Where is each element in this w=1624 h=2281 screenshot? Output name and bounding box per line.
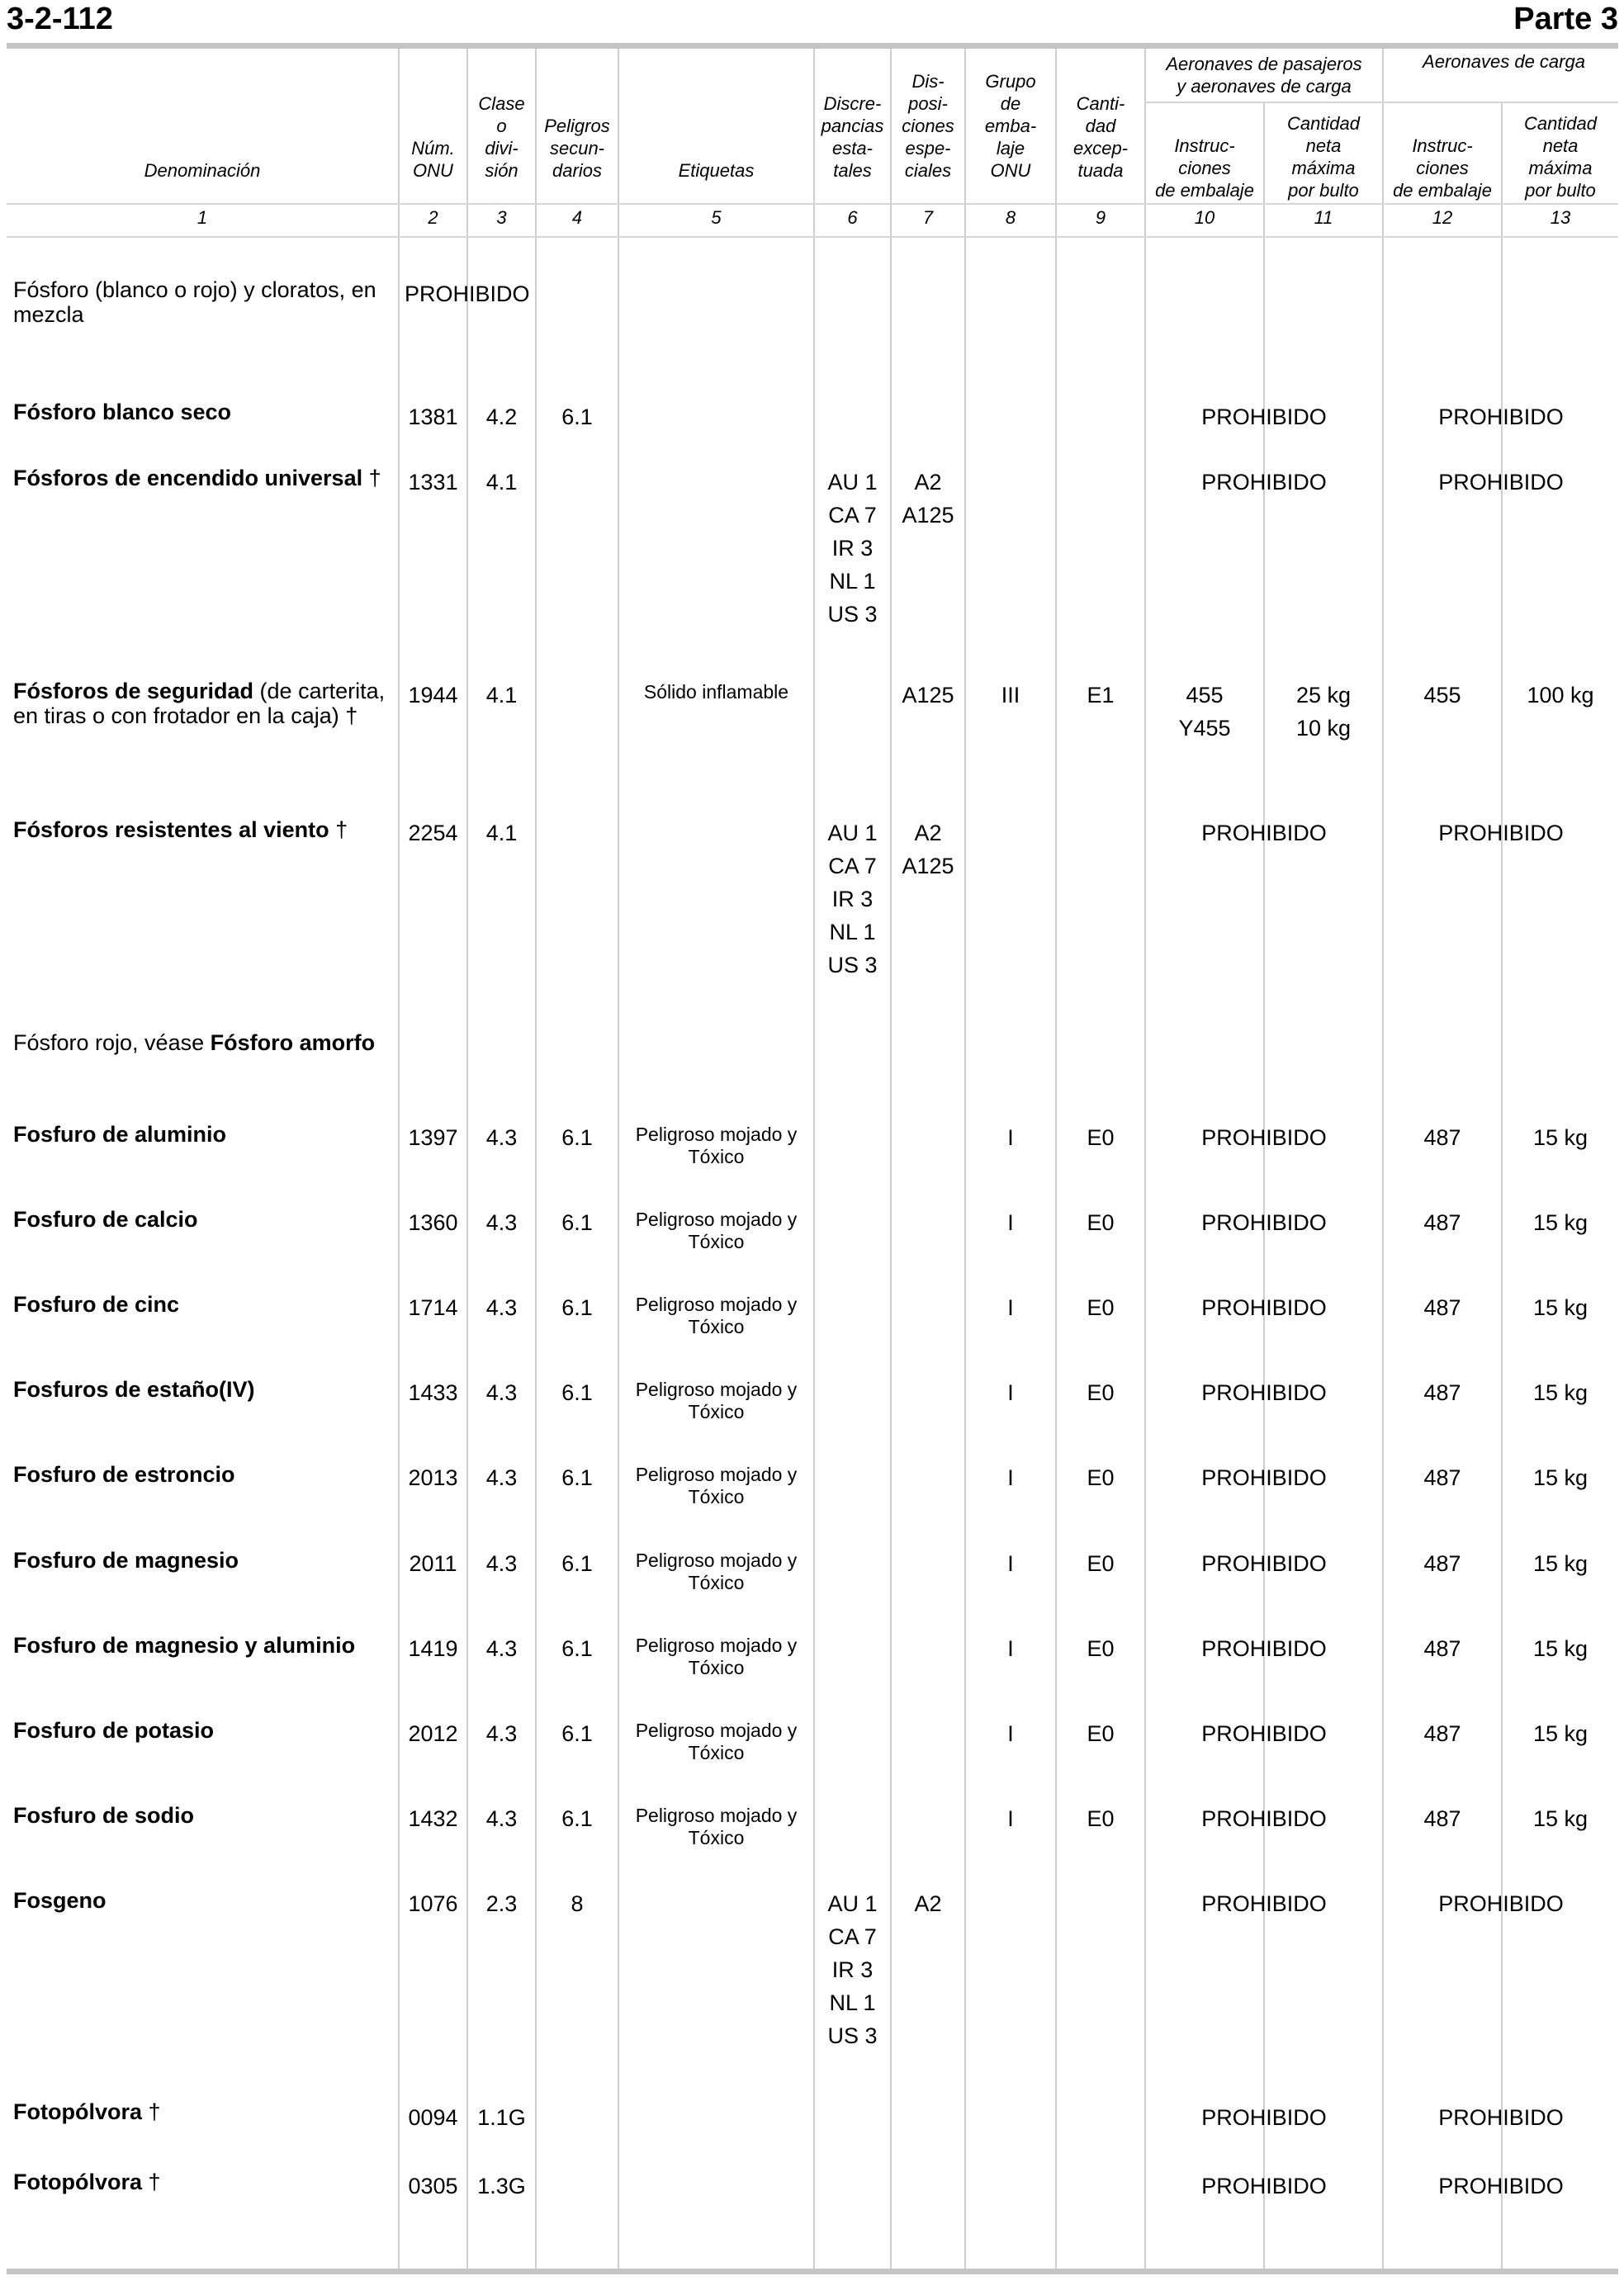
excepted-quantity: E0	[1087, 1380, 1115, 1405]
packing-group: I	[1007, 1210, 1014, 1235]
header-num-onu: Núm. ONU	[411, 138, 455, 181]
excepted-quantity: E0	[1087, 1295, 1115, 1320]
header-etiquetas: Etiquetas	[678, 160, 755, 181]
table-row-name: Fosfuro de magnesio	[13, 1548, 239, 1573]
class-division: 4.3	[485, 1210, 518, 1235]
class-division: 4.3	[485, 1465, 518, 1490]
subsidiary-hazard: 6.1	[561, 405, 593, 429]
excepted-quantity: E0	[1087, 1721, 1115, 1746]
packing-instruction-cargo: 487	[1423, 1465, 1461, 1490]
un-number: 1331	[408, 470, 458, 495]
passenger-aircraft-prohibited: PROHIBIDO	[1201, 1125, 1327, 1150]
column-divider	[466, 49, 468, 2269]
un-number: 1076	[408, 1891, 458, 1916]
header-grupo: Grupo de emba- laje ONU	[984, 71, 1037, 181]
un-number: 0094	[408, 2105, 458, 2130]
table-row-name: Fósforos de encendido universal	[13, 466, 363, 490]
state-variations: AU 1 CA 7 IR 3 NL 1 US 3	[827, 821, 878, 977]
class-division: 4.3	[485, 1636, 518, 1661]
passenger-aircraft-prohibited: PROHIBIDO	[1201, 1210, 1327, 1235]
header-carga-group: Aeronaves de carga	[1423, 51, 1585, 72]
subsidiary-hazard: 6.1	[561, 1380, 593, 1405]
subsidiary-hazard: 8	[571, 1891, 584, 1916]
special-provisions: A125	[902, 683, 954, 707]
packing-instruction-cargo: 487	[1423, 1125, 1461, 1150]
packing-instruction-cargo: 487	[1423, 1551, 1461, 1576]
table-row-name: Fósforo rojo, véase	[13, 1030, 211, 1055]
excepted-quantity: E0	[1087, 1806, 1115, 1831]
column-divider	[890, 49, 892, 2269]
passenger-aircraft-prohibited: PROHIBIDO	[1201, 1891, 1327, 1916]
header-cantidad-c: Cantidad neta máxima por bulto	[1523, 113, 1598, 201]
cargo-aircraft-prohibited: PROHIBIDO	[1438, 2174, 1564, 2198]
packing-instruction-passenger: 455 Y455	[1178, 683, 1231, 741]
column-number: 8	[1005, 207, 1016, 228]
cross-reference: Fósforo amorfo	[210, 1030, 376, 1055]
packing-instruction-cargo: 455	[1423, 683, 1461, 707]
max-quantity-cargo: 15 kg	[1532, 1551, 1588, 1576]
passenger-aircraft-prohibited: PROHIBIDO	[1201, 1721, 1327, 1746]
header-clase: Clase o divi- sión	[478, 93, 525, 181]
packing-instruction-cargo: 487	[1423, 1210, 1461, 1235]
class-division: 1.3G	[477, 2174, 526, 2198]
un-number: 1714	[408, 1295, 458, 1320]
subsidiary-hazard: 6.1	[561, 1210, 593, 1235]
table-row-name: Fósforo (blanco o rojo) y cloratos, en mezcla	[13, 277, 376, 327]
passenger-aircraft-prohibited: PROHIBIDO	[1201, 2174, 1327, 2198]
special-provisions: A2 A125	[902, 470, 954, 528]
packing-group: I	[1007, 1806, 1014, 1831]
special-provisions: A2	[914, 1891, 942, 1916]
excepted-quantity: E1	[1087, 683, 1115, 707]
column-number: 5	[711, 207, 722, 228]
special-provisions: A2 A125	[902, 821, 954, 878]
subsidiary-hazard: 6.1	[561, 1551, 593, 1576]
state-variations: AU 1 CA 7 IR 3 NL 1 US 3	[827, 470, 878, 627]
column-divider	[1382, 49, 1384, 2269]
class-division: 4.1	[485, 821, 518, 845]
un-number: 2012	[408, 1721, 458, 1746]
table-row-name: Fosfuro de cinc	[13, 1292, 180, 1317]
passenger-aircraft-prohibited: PROHIBIDO	[1201, 1295, 1327, 1320]
dagger-mark: †	[335, 817, 348, 842]
header-instrucciones-p: Instruc- ciones de embalaje	[1155, 135, 1254, 201]
header-pasajeros-group: Aeronaves de pasajeros y aeronaves de carga	[1166, 54, 1362, 97]
subsidiary-hazard: 6.1	[561, 1721, 593, 1746]
excepted-quantity: E0	[1087, 1636, 1115, 1661]
column-divider	[1144, 49, 1146, 2269]
table-row-name: Fosgeno	[13, 1888, 107, 1913]
packing-group: I	[1007, 1636, 1014, 1661]
table-row-name: Fosfuro de potasio	[13, 1718, 214, 1743]
packing-group: III	[1001, 683, 1020, 707]
part-title: Parte 3	[1513, 2, 1618, 36]
cargo-aircraft-prohibited: PROHIBIDO	[1438, 1891, 1564, 1916]
un-number: 2013	[408, 1465, 458, 1490]
un-number: 1432	[408, 1806, 458, 1831]
header-cantidad: Canti- dad excep- tuada	[1072, 93, 1129, 181]
class-division: 4.3	[485, 1125, 518, 1150]
passenger-aircraft-prohibited: PROHIBIDO	[1201, 1380, 1327, 1405]
class-division: 4.3	[485, 1721, 518, 1746]
cargo-aircraft-prohibited: PROHIBIDO	[1438, 2105, 1564, 2130]
class-division: 4.1	[485, 683, 518, 707]
class-division: 1.1G	[477, 2105, 526, 2130]
max-quantity-cargo: 100 kg	[1527, 683, 1594, 707]
packing-instruction-cargo: 487	[1423, 1806, 1461, 1831]
header-denominacion: Denominación	[144, 160, 261, 181]
dagger-mark: †	[148, 2170, 161, 2194]
hazard-label: Peligroso mojado y Tóxico	[635, 1635, 798, 1678]
passenger-aircraft-prohibited: PROHIBIDO	[1201, 821, 1327, 845]
cargo-aircraft-prohibited: PROHIBIDO	[1438, 470, 1564, 495]
class-division: 4.3	[485, 1295, 518, 1320]
table-row-name: Fotopólvora	[13, 2099, 142, 2124]
header-discrepancias: Discre- pancias esta- tales	[821, 93, 884, 181]
column-divider	[964, 49, 966, 2269]
class-division: 2.3	[485, 1891, 518, 1916]
un-number: 1433	[408, 1380, 458, 1405]
column-number: 10	[1194, 207, 1215, 228]
hazard-label: Peligroso mojado y Tóxico	[635, 1720, 798, 1763]
passenger-aircraft-prohibited: PROHIBIDO	[1201, 470, 1327, 495]
subsidiary-hazard: 6.1	[561, 1295, 593, 1320]
passenger-aircraft-prohibited: PROHIBIDO	[1201, 1806, 1327, 1831]
header-cantidad-p: Cantidad neta máxima por bulto	[1286, 113, 1361, 201]
table-row-name: Fosfuros de estaño(IV)	[13, 1377, 255, 1402]
max-quantity-cargo: 15 kg	[1532, 1721, 1588, 1746]
column-number: 13	[1550, 207, 1571, 228]
hazard-label: Sólido inflamable	[643, 681, 789, 703]
hazard-label: Peligroso mojado y Tóxico	[635, 1379, 798, 1422]
table-row-name: Fosfuro de magnesio y aluminio	[13, 1633, 356, 1658]
class-division: 4.2	[485, 405, 518, 429]
passenger-aircraft-prohibited: PROHIBIDO	[1201, 2105, 1327, 2130]
header-disposiciones: Dis- posi- ciones espe- ciales	[902, 71, 954, 181]
packing-instruction-cargo: 487	[1423, 1380, 1461, 1405]
un-number: 1360	[408, 1210, 458, 1235]
excepted-quantity: E0	[1087, 1465, 1115, 1490]
packing-instruction-cargo: 487	[1423, 1721, 1461, 1746]
max-quantity-cargo: 15 kg	[1532, 1636, 1588, 1661]
column-divider	[398, 49, 400, 2269]
dagger-mark: †	[148, 2099, 161, 2124]
hazard-label: Peligroso mojado y Tóxico	[635, 1464, 798, 1507]
un-number: 1397	[408, 1125, 458, 1150]
un-number: 0305	[408, 2174, 458, 2198]
table-row-name: Fósforos resistentes al viento	[13, 817, 329, 842]
subsidiary-hazard: 6.1	[561, 1125, 593, 1150]
hazard-label: Peligroso mojado y Tóxico	[635, 1209, 798, 1252]
column-number: 11	[1314, 207, 1333, 228]
packing-group: I	[1007, 1125, 1014, 1150]
class-division: 4.3	[485, 1551, 518, 1576]
max-quantity-cargo: 15 kg	[1532, 1380, 1588, 1405]
column-divider	[535, 49, 537, 2269]
un-number: 2011	[409, 1551, 457, 1576]
table-row-name: Fósforos de seguridad	[13, 679, 254, 703]
packing-group: I	[1007, 1721, 1014, 1746]
passenger-aircraft-prohibited: PROHIBIDO	[1201, 405, 1327, 429]
column-number: 1	[196, 207, 208, 228]
header-instrucciones-c: Instruc- ciones de embalaje	[1393, 135, 1492, 201]
subsidiary-hazard: 6.1	[561, 1636, 593, 1661]
excepted-quantity: E0	[1087, 1551, 1115, 1576]
hazard-label: Peligroso mojado y Tóxico	[635, 1805, 798, 1848]
table-row-name: Fósforo blanco seco	[13, 400, 232, 424]
packing-group: I	[1007, 1295, 1014, 1320]
packing-instruction-cargo: 487	[1423, 1636, 1461, 1661]
max-quantity-cargo: 15 kg	[1532, 1210, 1588, 1235]
column-divider	[1055, 49, 1057, 2269]
packing-group: I	[1007, 1380, 1014, 1405]
hazard-label: Peligroso mojado y Tóxico	[635, 1124, 798, 1167]
excepted-quantity: E0	[1087, 1210, 1115, 1235]
column-number: 12	[1432, 207, 1453, 228]
state-variations: AU 1 CA 7 IR 3 NL 1 US 3	[827, 1891, 878, 2048]
table-row-name: Fotopólvora	[13, 2170, 142, 2194]
cargo-aircraft-prohibited: PROHIBIDO	[1438, 821, 1564, 845]
column-number: 3	[496, 207, 507, 228]
dagger-mark: †	[368, 466, 381, 490]
subsidiary-hazard: 6.1	[561, 1806, 593, 1831]
passenger-aircraft-prohibited: PROHIBIDO	[1201, 1636, 1327, 1661]
table-row-name: Fosfuro de calcio	[13, 1207, 198, 1232]
max-quantity-cargo: 15 kg	[1532, 1806, 1588, 1831]
un-number: 2254	[408, 821, 458, 845]
cargo-aircraft-prohibited: PROHIBIDO	[1438, 405, 1564, 429]
class-division: 4.1	[485, 470, 518, 495]
column-number: 6	[847, 207, 858, 228]
max-quantity-cargo: 15 kg	[1532, 1465, 1588, 1490]
class-division: 4.3	[485, 1806, 518, 1831]
column-number: 2	[428, 207, 438, 228]
table-row-name: Fosfuro de aluminio	[13, 1122, 227, 1147]
column-number: 7	[922, 207, 934, 228]
max-quantity-cargo: 15 kg	[1532, 1125, 1588, 1150]
hazard-label: Peligroso mojado y Tóxico	[635, 1550, 798, 1593]
column-number-rule	[7, 236, 1618, 238]
column-number: 9	[1095, 207, 1106, 228]
class-division: 4.3	[485, 1380, 518, 1405]
page-number: 3-2-112	[7, 2, 113, 36]
un-number: 1381	[408, 405, 458, 429]
packing-group: I	[1007, 1551, 1014, 1576]
prohibited-text: PROHIBIDO	[405, 282, 530, 306]
table-row-name-detail: (de carterita, en tiras o con frotador en la caja) †	[13, 679, 386, 728]
passenger-aircraft-prohibited: PROHIBIDO	[1201, 1551, 1327, 1576]
excepted-quantity: E0	[1087, 1125, 1115, 1150]
subsidiary-hazard: 6.1	[561, 1465, 593, 1490]
bottom-rule	[7, 2269, 1618, 2274]
column-number: 4	[571, 207, 583, 228]
passenger-aircraft-prohibited: PROHIBIDO	[1201, 1465, 1327, 1490]
page-header	[7, 0, 1618, 43]
packing-group: I	[1007, 1465, 1014, 1490]
table-row-name: Fosfuro de sodio	[13, 1803, 194, 1828]
max-quantity-passenger: 25 kg 10 kg	[1295, 683, 1352, 741]
un-number: 1944	[408, 683, 458, 707]
table-row-name: Fosfuro de estroncio	[13, 1462, 235, 1487]
hazard-label: Peligroso mojado y Tóxico	[635, 1294, 798, 1337]
max-quantity-cargo: 15 kg	[1532, 1295, 1588, 1320]
header-group-rule	[1144, 102, 1618, 103]
un-number: 1419	[408, 1636, 458, 1661]
header-peligros: Peligros secun- darios	[544, 116, 610, 181]
packing-instruction-cargo: 487	[1423, 1295, 1461, 1320]
